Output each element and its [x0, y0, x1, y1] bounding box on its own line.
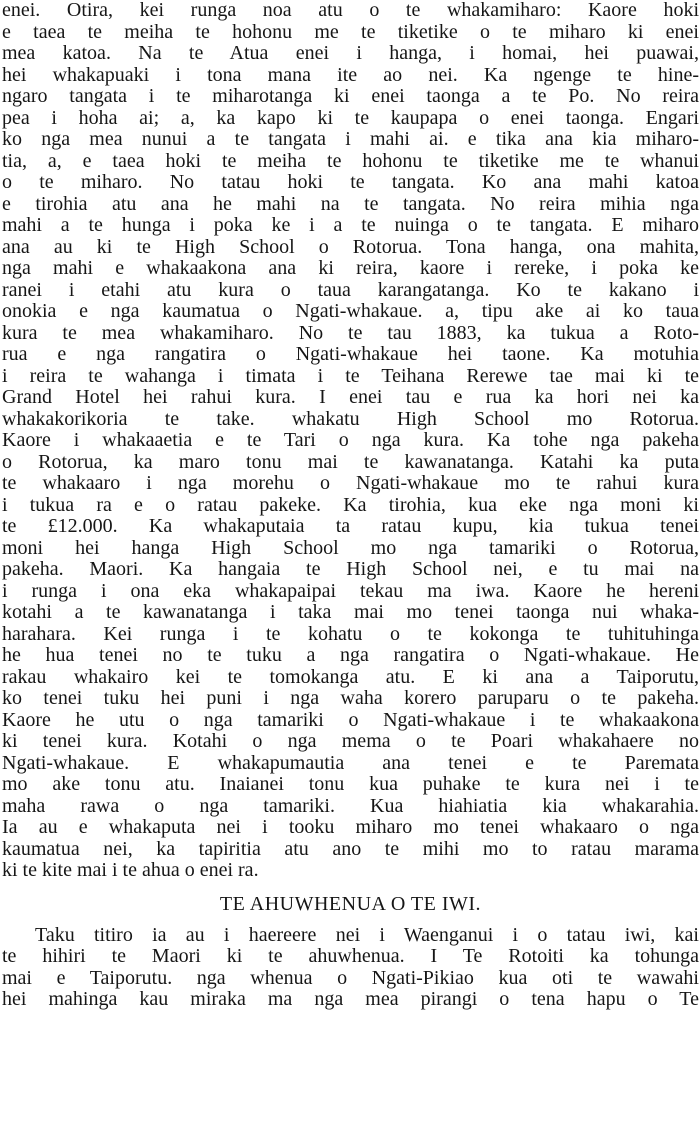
text-line: mea katoa. Na te Atua enei i hanga, i homai, hei puawai, [2, 43, 699, 64]
text-line: Ia au e whakaputa nei i tooku miharo mo tenei whakaaro o nga [2, 817, 699, 838]
text-line: te hihiri te Maori ki te ahuwhenua. I Te Rotoiti ka tohunga [2, 946, 699, 967]
text-line: i tukua ra e o ratau pakeke. Ka tirohia, kua eke nga moni ki [2, 494, 699, 516]
text-line: te whakaaro i nga morehu o Ngati-whakaue mo te rahui kura [2, 473, 699, 494]
text-line: ana au ki te High School o Rotorua. Tona hanga, ona mahita, [2, 236, 699, 258]
text-line: tia, a, e taea hoki te meiha te hohonu te tiketike me te whanui [2, 150, 699, 172]
text-line: mo ake tonu atu. Inaianei tonu kua puhake te kura nei i te [2, 774, 699, 795]
text-line: ki te kite mai i te ahua o enei ra. [2, 860, 259, 881]
text-line: kura te mea whakamiharo. No te tau 1883, ka tukua a Roto- [2, 322, 699, 344]
text-line: pea i hoha ai; a, ka kapo ki te kaupapa o enei taonga. Engari [2, 107, 699, 129]
text-line: Grand Hotel hei rahui kura. I enei tau e rua ka hori nei ka [2, 387, 699, 408]
text-line: enei. Otira, kei runga noa atu o te whakamiharo: Kaore hoki [2, 0, 699, 21]
text-line: Taku titiro ia au i haereere nei i Waenganui i o tatau iwi, kai [35, 924, 699, 946]
text-line: maha rawa o nga tamariki. Kua hiahiatia kia whakarahia. [2, 795, 699, 817]
text-line: rua e nga rangatira o Ngati-whakaue hei taone. Ka motuhia [2, 344, 699, 365]
text-line: rakau whakairo kei te tomokanga atu. E ki ana a Taiporutu, [2, 666, 699, 688]
text-line: o Rotorua, ka maro tonu mai te kawanatanga. Katahi ka puta [2, 451, 699, 473]
text-line: moni hei hanga High School mo nga tamariki o Rotorua, [2, 537, 699, 559]
text-line: hei whakapuaki i tona mana ite ao nei. Ka ngenge te hine- [2, 64, 699, 86]
text-line: mai e Taiporutu. nga whenua o Ngati-Pikiao kua oti te wawahi [2, 967, 699, 989]
text-line: e taea te meiha te hohonu me te tiketike o te miharo ki enei [2, 21, 699, 43]
section-heading: TE AHUWHENUA O TE IWI. [219, 892, 482, 915]
text-line: harahara. Kei runga i te kohatu o te kokonga te tuhituhinga [2, 623, 699, 645]
text-line: o te miharo. No tatau hoki te tangata. Ko ana mahi katoa [2, 172, 699, 193]
text-line: ko nga mea nunui a te tangata i mahi ai. e tika ana kia miharo- [2, 129, 699, 150]
text-line: hei mahinga kau miraka ma nga mea pirangi o tena hapu o Te [2, 989, 699, 1010]
text-line: onokia e nga kaumatua o Ngati-whakaue. a, tipu ake ai ko taua [2, 301, 699, 322]
text-line: i runga i ona eka whakapaipai tekau ma iwa. Kaore he hereni [2, 580, 699, 602]
text-line: ngaro tangata i te miharotanga ki enei taonga a te Po. No reira [2, 86, 699, 107]
text-line: te £12.000. Ka whakaputaia ta ratau kupu, kia tukua tenei [2, 516, 699, 537]
text-line: i reira te wahanga i timata i te Teihana Rerewe tae mai ki te [2, 365, 699, 387]
text-line: Ngati-whakaue. E whakapumautia ana tenei e te Paremata [2, 752, 699, 774]
text-line: nga mahi e whakaakona ana ki reira, kaore i rereke, i poka ke [2, 258, 699, 279]
text-line: whakakorikoria te take. whakatu High School mo Rotorua. [2, 408, 699, 430]
text-line: ki tenei kura. Kotahi o nga mema o te Poari whakahaere no [2, 731, 699, 752]
paragraph-ahuwhenua [2, 925, 699, 1011]
text-line: Kaore he utu o nga tamariki o Ngati-whakaue i te whakaakona [2, 709, 699, 731]
paragraph-main [2, 0, 699, 882]
text-line: ranei i etahi atu kura o taua karangatanga. Ko te kakano i [2, 279, 699, 301]
text-line: ko tenei tuku hei puni i nga waha korero paruparu o te pakeha. [2, 688, 699, 709]
text-line: he hua tenei no te tuku a nga rangatira o Ngati-whakaue. He [2, 645, 699, 666]
text-line: kaumatua nei, ka tapiritia atu ano te mihi mo to ratau marama [2, 838, 699, 860]
text-line: e tirohia atu ana he mahi na te tangata. No reira mihia nga [2, 193, 699, 215]
text-line: Kaore i whakaaetia e te Tari o nga kura. Ka tohe nga pakeha [2, 430, 699, 451]
text-line: pakeha. Maori. Ka hangaia te High School nei, e tu mai na [2, 559, 699, 580]
text-line: kotahi a te kawanatanga i taka mai mo tenei taonga nui whaka- [2, 602, 699, 623]
text-line: mahi a te hunga i poka ke i a te nuinga o te tangata. E miharo [2, 215, 699, 236]
